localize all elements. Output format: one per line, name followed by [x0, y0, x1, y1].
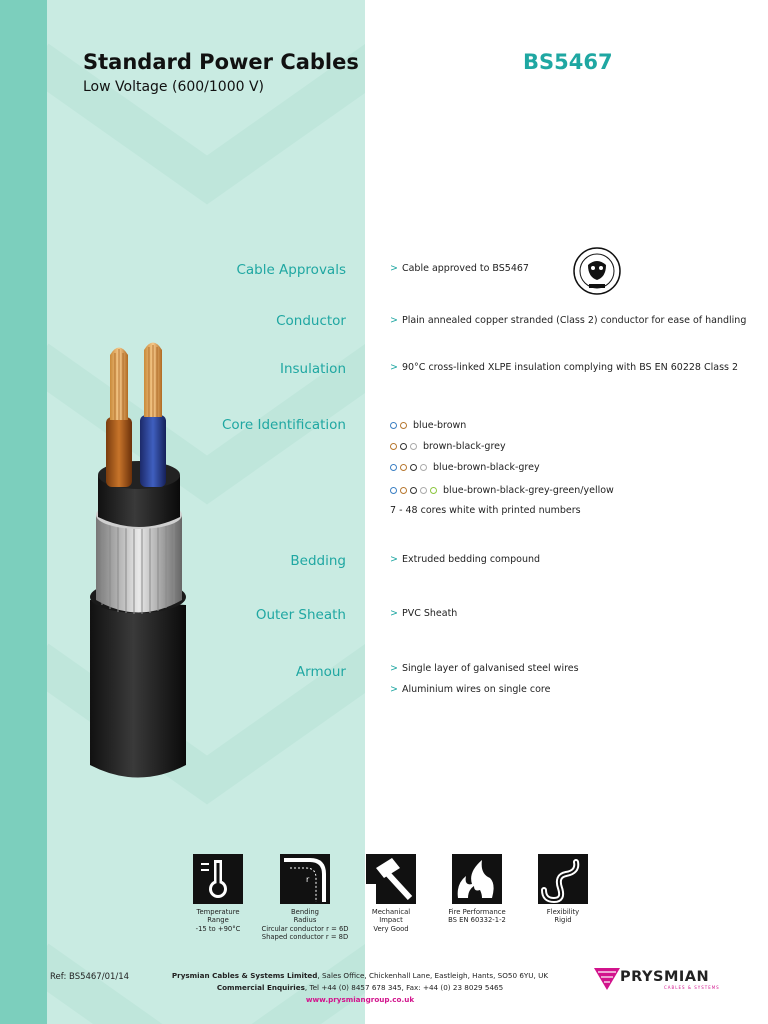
website-link[interactable]: www.prysmiangroup.co.uk [305, 995, 415, 1004]
svg-text:r: r [306, 875, 310, 884]
insulation-spec: > 90°C cross-linked XLPE insulation complying with BS EN 60228 Class 2 [390, 362, 739, 373]
armour-spec-1: > Single layer of galvanised steel wires [390, 663, 579, 674]
cable-illustration [90, 335, 200, 785]
core-dot-icon [390, 422, 397, 429]
core-dot-icon [410, 487, 417, 494]
fire-caption: Fire Performance BS EN 60332-1-2 [448, 908, 506, 925]
conductor-label: Conductor [276, 313, 346, 329]
hammer-icon [366, 854, 416, 904]
approvals-spec: > Cable approved to BS5467 [390, 263, 529, 274]
core-row-2: brown-black-grey [390, 441, 506, 452]
brand-name: PRYSMIAN [620, 969, 710, 985]
bending-caption: Bending Radius Circular conductor r = 6D Shaped conductor r = 8D [261, 908, 349, 941]
document-ref: Ref: BS5467/01/14 [50, 972, 130, 982]
core-dot-icon [390, 443, 397, 450]
core-dot-icon [420, 487, 427, 494]
core-note: 7 - 48 cores white with printed numbers [390, 505, 581, 516]
core-dot-icon [400, 422, 407, 429]
core-dot-icon [410, 443, 417, 450]
bedding-label: Bedding [290, 553, 346, 569]
outer-sheath-label: Outer Sheath [255, 607, 346, 623]
thermometer-icon [193, 854, 243, 904]
insulation-label: Insulation [279, 361, 346, 377]
core-dot-icon [400, 487, 407, 494]
basec-approval-logo [572, 247, 622, 299]
cable-approvals-label: Cable Approvals [236, 262, 346, 278]
core-dot-icon [390, 464, 397, 471]
core-row-3: blue-brown-black-grey [390, 462, 540, 473]
page-subtitle: Low Voltage (600/1000 V) [83, 79, 265, 95]
outer-sheath-spec: > PVC Sheath [390, 608, 458, 619]
core-dot-icon [390, 487, 397, 494]
commercial-enquiries: Commercial Enquiries, Tel +44 (0) 8457 678 345, Fax: +44 (0) 23 8029 5465 [216, 983, 504, 992]
core-dot-icon [410, 464, 417, 471]
prysmian-logo-icon [594, 968, 620, 990]
core-dot-icon [400, 443, 407, 450]
core-dot-icon [430, 487, 437, 494]
flexible-cable-icon [538, 854, 588, 904]
standard-code: BS5467 [523, 50, 613, 74]
armour-spec-2: > Aluminium wires on single core [390, 684, 551, 695]
core-dot-icon [420, 464, 427, 471]
company-address: Prysmian Cables & Systems Limited, Sales Office, Chickenhall Lane, Eastleigh, Hants, SO50 6YU, UK [171, 971, 549, 980]
flame-icon [452, 854, 502, 904]
temperature-caption: Temperature Range -15 to +90°C [195, 908, 241, 933]
flexibility-caption: Flexibility Rigid [546, 908, 580, 925]
bedding-spec: > Extruded bedding compound [390, 554, 541, 565]
bend-radius-icon [280, 854, 330, 904]
armour-label: Armour [295, 664, 346, 680]
conductor-spec: > Plain annealed copper stranded (Class 2) conductor for ease of handling [390, 315, 747, 326]
core-row-1: blue-brown [390, 420, 466, 431]
brand-subtitle: CABLES & SYSTEMS [664, 985, 720, 990]
core-dot-icon [400, 464, 407, 471]
left-color-band [0, 0, 47, 1024]
core-identification-label: Core Identification [221, 417, 346, 433]
mechanical-caption: Mechanical Impact Very Good [371, 908, 411, 933]
page-title: Standard Power Cables [83, 50, 359, 74]
core-row-4: blue-brown-black-grey-green/yellow [390, 485, 614, 496]
